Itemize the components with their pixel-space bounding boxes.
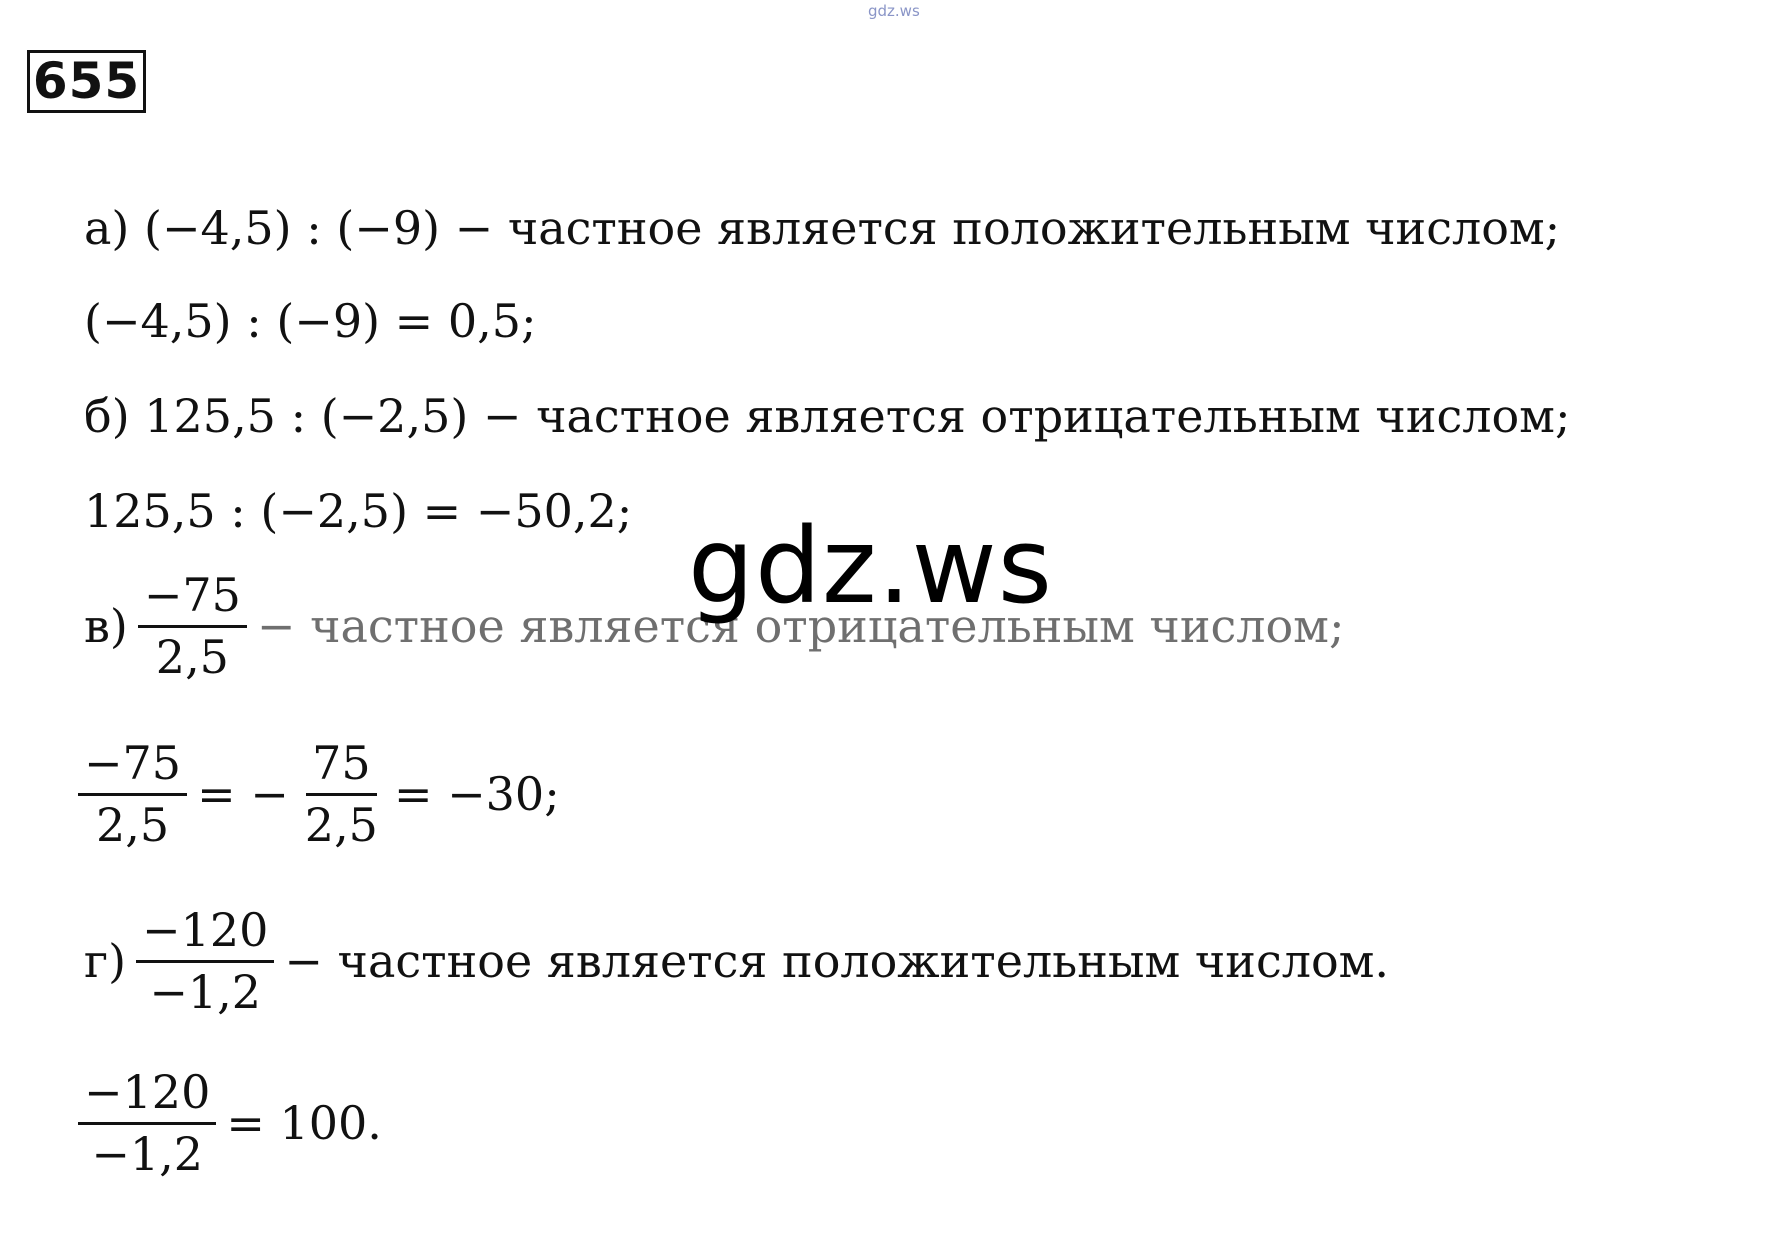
fraction-numerator: −75 xyxy=(78,738,187,796)
fraction-denominator: −1,2 xyxy=(91,1126,204,1181)
line-g-statement xyxy=(84,905,1389,1017)
line-v-calc-mid: = − xyxy=(197,767,289,822)
line-b-text: б) 125,5 : (−2,5) − частное является отрицательным числом; xyxy=(84,389,1571,443)
line-a-calc: (−4,5) : (−9) = 0,5; xyxy=(84,294,537,348)
center-watermark: gdz.ws xyxy=(688,505,1053,627)
fraction-numerator: 75 xyxy=(306,738,377,796)
fraction-denominator: 2,5 xyxy=(95,797,170,852)
fraction-numerator: −120 xyxy=(78,1067,216,1125)
line-a-calculation xyxy=(84,294,537,348)
fraction-numerator: −75 xyxy=(138,570,247,628)
fraction-numerator: −120 xyxy=(136,905,274,963)
line-v-calc-end: = −30; xyxy=(393,767,560,822)
fraction-denominator: 2,5 xyxy=(304,797,378,852)
fraction-g-calc xyxy=(78,1067,216,1179)
fraction-v-calc-2 xyxy=(299,738,384,850)
line-b-calc: 125,5 : (−2,5) = −50,2; xyxy=(84,484,633,538)
line-g-rest: − частное является положительным числом. xyxy=(284,934,1390,989)
line-v-label: в) xyxy=(84,599,128,654)
line-b-statement xyxy=(84,389,1571,443)
line-v-rest: − частное является отрицательным числом; xyxy=(256,599,1345,654)
fraction-denominator: −1,2 xyxy=(149,964,262,1019)
line-g-calc-end: = 100. xyxy=(226,1096,382,1151)
fraction-g xyxy=(136,905,274,1017)
fraction-denominator: 2,5 xyxy=(155,629,229,684)
line-b-calculation xyxy=(84,484,633,538)
problem-number: 655 xyxy=(27,50,146,113)
line-g-label: г) xyxy=(84,934,127,989)
fraction-v-calc-1 xyxy=(78,738,187,850)
line-v-calculation xyxy=(84,738,560,850)
line-a-statement xyxy=(84,201,1561,255)
line-g-calculation xyxy=(84,1067,382,1179)
line-a-text: а) (−4,5) : (−9) − частное является положительным числом; xyxy=(84,201,1561,255)
fraction-v xyxy=(138,570,247,682)
top-watermark: gdz.ws xyxy=(868,2,920,20)
